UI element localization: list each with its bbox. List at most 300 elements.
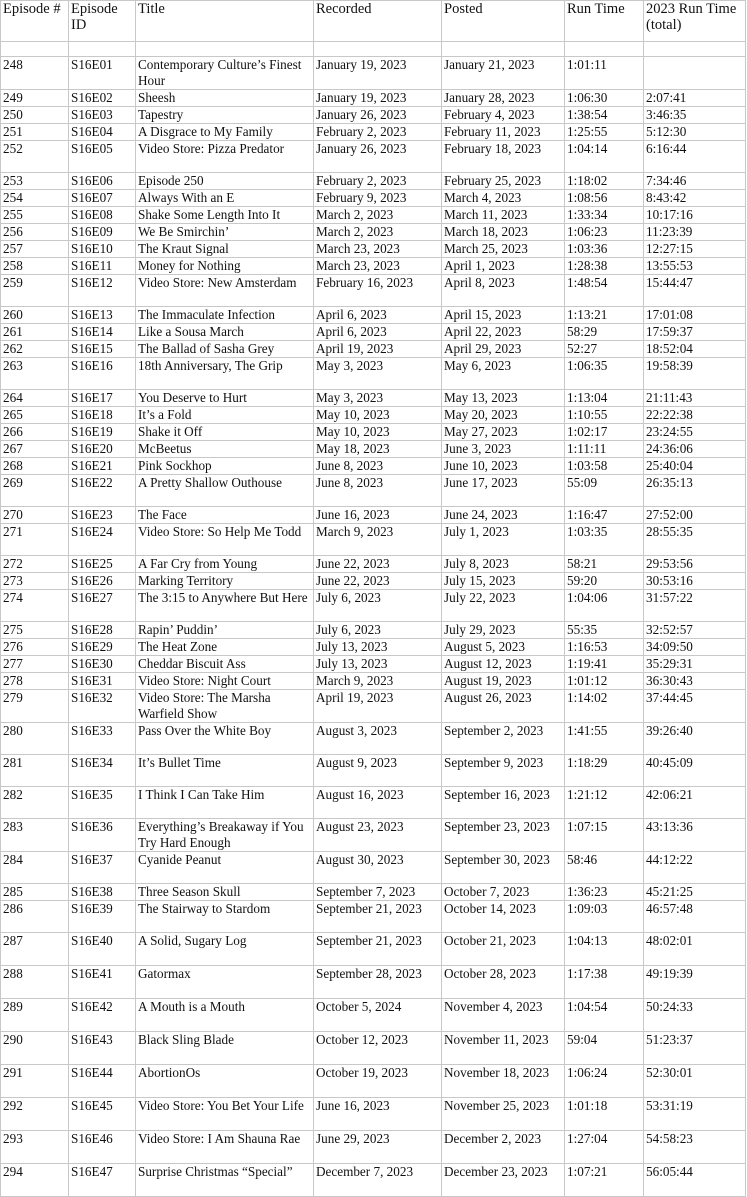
recorded-cell: May 18, 2023	[314, 441, 442, 458]
episode-id-cell: S16E41	[69, 966, 136, 999]
table-row	[1, 358, 746, 390]
recorded-cell: October 19, 2023	[314, 1065, 442, 1098]
total-run-time-cell: 34:09:50	[644, 639, 746, 656]
total-run-time-cell: 3:46:35	[644, 107, 746, 124]
table-row	[1, 390, 746, 407]
posted-cell: September 30, 2023	[442, 852, 565, 884]
episode-number-cell: 249	[1, 90, 69, 107]
episode-number-cell: 273	[1, 573, 69, 590]
episode-id-cell: S16E44	[69, 1065, 136, 1098]
run-time-cell: 1:03:58	[565, 458, 644, 475]
posted-cell: July 8, 2023	[442, 556, 565, 573]
table-row	[1, 224, 746, 241]
total-run-time-cell: 49:19:39	[644, 966, 746, 999]
posted-cell: November 4, 2023	[442, 999, 565, 1032]
episode-id-cell: S16E39	[69, 901, 136, 933]
posted-cell: August 5, 2023	[442, 639, 565, 656]
run-time-cell: 1:14:02	[565, 690, 644, 723]
recorded-cell: October 5, 2024	[314, 999, 442, 1032]
episode-number-cell: 290	[1, 1032, 69, 1065]
episode-number-cell: 258	[1, 258, 69, 275]
title-cell: Episode 250	[136, 173, 314, 190]
posted-cell: January 28, 2023	[442, 90, 565, 107]
episode-id-cell: S16E30	[69, 656, 136, 673]
total-run-time-cell: 44:12:22	[644, 852, 746, 884]
title-cell: Always With an E	[136, 190, 314, 207]
recorded-cell: March 9, 2023	[314, 673, 442, 690]
header-row	[1, 1, 746, 42]
posted-cell: August 26, 2023	[442, 690, 565, 723]
episode-id-cell: S16E34	[69, 755, 136, 787]
recorded-cell: May 10, 2023	[314, 424, 442, 441]
posted-cell: March 18, 2023	[442, 224, 565, 241]
title-cell: It’s Bullet Time	[136, 755, 314, 787]
episode-id-cell: S16E10	[69, 241, 136, 258]
episode-number-cell: 276	[1, 639, 69, 656]
episode-id-cell: S16E04	[69, 124, 136, 141]
episode-number-cell: 257	[1, 241, 69, 258]
table-row	[1, 673, 746, 690]
run-time-cell: 1:02:17	[565, 424, 644, 441]
episode-id-cell: S16E02	[69, 90, 136, 107]
episode-number-cell: 289	[1, 999, 69, 1032]
total-run-time-cell: 51:23:37	[644, 1032, 746, 1065]
recorded-cell: August 3, 2023	[314, 723, 442, 755]
posted-cell: June 17, 2023	[442, 475, 565, 507]
table-row	[1, 656, 746, 673]
table-row	[1, 90, 746, 107]
spacer-cell	[644, 42, 746, 57]
table-row	[1, 622, 746, 639]
posted-cell: September 23, 2023	[442, 819, 565, 852]
recorded-cell: September 28, 2023	[314, 966, 442, 999]
episode-id-cell: S16E03	[69, 107, 136, 124]
run-time-cell: 1:06:35	[565, 358, 644, 390]
total-run-time-cell: 32:52:57	[644, 622, 746, 639]
run-time-cell: 1:01:12	[565, 673, 644, 690]
total-run-time-cell: 37:44:45	[644, 690, 746, 723]
run-time-cell: 1:04:06	[565, 590, 644, 622]
table-row	[1, 475, 746, 507]
title-cell: Tapestry	[136, 107, 314, 124]
episode-id-cell: S16E31	[69, 673, 136, 690]
title-cell: Video Store: I Am Shauna Rae	[136, 1131, 314, 1164]
title-cell: A Mouth is a Mouth	[136, 999, 314, 1032]
recorded-cell: May 3, 2023	[314, 358, 442, 390]
table-row	[1, 852, 746, 884]
recorded-cell: April 19, 2023	[314, 341, 442, 358]
total-run-time-cell: 13:55:53	[644, 258, 746, 275]
episode-number-cell: 250	[1, 107, 69, 124]
recorded-cell: August 9, 2023	[314, 755, 442, 787]
episode-number-cell: 282	[1, 787, 69, 819]
run-time-cell: 1:25:55	[565, 124, 644, 141]
episode-id-cell: S16E24	[69, 524, 136, 556]
run-time-cell: 1:48:54	[565, 275, 644, 307]
total-run-time-cell: 7:34:46	[644, 173, 746, 190]
total-run-time-cell: 56:05:44	[644, 1164, 746, 1197]
episode-id-cell: S16E09	[69, 224, 136, 241]
table-row	[1, 639, 746, 656]
posted-cell: August 19, 2023	[442, 673, 565, 690]
run-time-cell: 1:27:04	[565, 1131, 644, 1164]
episode-number-cell: 269	[1, 475, 69, 507]
recorded-cell: September 7, 2023	[314, 884, 442, 901]
recorded-cell: June 16, 2023	[314, 1098, 442, 1131]
recorded-cell: February 2, 2023	[314, 124, 442, 141]
title-cell: The Ballad of Sasha Grey	[136, 341, 314, 358]
total-run-time-cell: 2:07:41	[644, 90, 746, 107]
recorded-cell: July 6, 2023	[314, 590, 442, 622]
recorded-cell: June 29, 2023	[314, 1131, 442, 1164]
recorded-cell: June 16, 2023	[314, 507, 442, 524]
episode-id-cell: S16E12	[69, 275, 136, 307]
recorded-cell: August 16, 2023	[314, 787, 442, 819]
title-cell: Video Store: Pizza Predator	[136, 141, 314, 173]
title-cell: Gatormax	[136, 966, 314, 999]
posted-cell: October 7, 2023	[442, 884, 565, 901]
posted-cell: February 25, 2023	[442, 173, 565, 190]
spacer-cell	[136, 42, 314, 57]
title-cell: Like a Sousa March	[136, 324, 314, 341]
run-time-cell: 1:01:18	[565, 1098, 644, 1131]
title-cell: Sheesh	[136, 90, 314, 107]
title-cell: The Heat Zone	[136, 639, 314, 656]
title-cell: A Solid, Sugary Log	[136, 933, 314, 966]
title-cell: Contemporary Culture’s Finest Hour	[136, 57, 314, 90]
posted-cell: May 27, 2023	[442, 424, 565, 441]
recorded-cell: August 23, 2023	[314, 819, 442, 852]
table-row	[1, 207, 746, 224]
spacer-cell	[1, 42, 69, 57]
episode-id-cell: S16E33	[69, 723, 136, 755]
title-cell: Everything’s Breakaway if You Try Hard Enough	[136, 819, 314, 852]
recorded-cell: January 26, 2023	[314, 141, 442, 173]
spacer-cell	[565, 42, 644, 57]
recorded-cell: February 16, 2023	[314, 275, 442, 307]
table-row	[1, 933, 746, 966]
posted-cell: September 9, 2023	[442, 755, 565, 787]
posted-cell: October 28, 2023	[442, 966, 565, 999]
title-cell: Black Sling Blade	[136, 1032, 314, 1065]
recorded-cell: June 8, 2023	[314, 458, 442, 475]
total-run-time-cell: 18:52:04	[644, 341, 746, 358]
total-run-time-cell: 54:58:23	[644, 1131, 746, 1164]
run-time-cell: 1:06:30	[565, 90, 644, 107]
recorded-cell: April 6, 2023	[314, 324, 442, 341]
run-time-cell: 52:27	[565, 341, 644, 358]
total-run-time-cell: 48:02:01	[644, 933, 746, 966]
episode-id-cell: S16E46	[69, 1131, 136, 1164]
table-row	[1, 901, 746, 933]
episode-number-cell: 248	[1, 57, 69, 90]
run-time-cell: 55:09	[565, 475, 644, 507]
table-row	[1, 241, 746, 258]
table-row	[1, 573, 746, 590]
title-cell: A Far Cry from Young	[136, 556, 314, 573]
table-row	[1, 107, 746, 124]
episode-number-cell: 286	[1, 901, 69, 933]
episode-number-cell: 292	[1, 1098, 69, 1131]
episode-number-cell: 264	[1, 390, 69, 407]
table-row	[1, 524, 746, 556]
total-run-time-cell: 5:12:30	[644, 124, 746, 141]
episode-number-cell: 254	[1, 190, 69, 207]
run-time-cell: 1:18:29	[565, 755, 644, 787]
episode-id-cell: S16E01	[69, 57, 136, 90]
run-time-cell: 1:03:35	[565, 524, 644, 556]
episode-number-cell: 259	[1, 275, 69, 307]
total-run-time-cell: 21:11:43	[644, 390, 746, 407]
table-row	[1, 173, 746, 190]
recorded-cell: March 23, 2023	[314, 258, 442, 275]
recorded-cell: May 10, 2023	[314, 407, 442, 424]
recorded-cell: March 23, 2023	[314, 241, 442, 258]
episode-number-cell: 252	[1, 141, 69, 173]
episode-id-cell: S16E35	[69, 787, 136, 819]
episode-number-cell: 278	[1, 673, 69, 690]
total-run-time-cell: 19:58:39	[644, 358, 746, 390]
title-cell: Money for Nothing	[136, 258, 314, 275]
title-cell: 18th Anniversary, The Grip	[136, 358, 314, 390]
table-row	[1, 1098, 746, 1131]
recorded-cell: January 19, 2023	[314, 57, 442, 90]
recorded-cell: April 19, 2023	[314, 690, 442, 723]
table-row	[1, 755, 746, 787]
total-run-time-cell: 10:17:16	[644, 207, 746, 224]
posted-cell: January 21, 2023	[442, 57, 565, 90]
spacer-cell	[314, 42, 442, 57]
posted-cell: March 4, 2023	[442, 190, 565, 207]
run-time-cell: 1:11:11	[565, 441, 644, 458]
episode-id-cell: S16E13	[69, 307, 136, 324]
episode-id-cell: S16E05	[69, 141, 136, 173]
recorded-cell: June 22, 2023	[314, 556, 442, 573]
title-cell: Shake it Off	[136, 424, 314, 441]
run-time-cell: 58:29	[565, 324, 644, 341]
run-time-cell: 1:13:21	[565, 307, 644, 324]
run-time-cell: 1:41:55	[565, 723, 644, 755]
total-run-time-cell: 53:31:19	[644, 1098, 746, 1131]
episode-id-cell: S16E21	[69, 458, 136, 475]
recorded-cell: March 2, 2023	[314, 207, 442, 224]
run-time-cell: 1:13:04	[565, 390, 644, 407]
posted-cell: February 18, 2023	[442, 141, 565, 173]
table-row	[1, 141, 746, 173]
episode-id-cell: S16E15	[69, 341, 136, 358]
posted-cell: July 22, 2023	[442, 590, 565, 622]
episode-id-cell: S16E29	[69, 639, 136, 656]
recorded-cell: August 30, 2023	[314, 852, 442, 884]
total-run-time-cell: 6:16:44	[644, 141, 746, 173]
episode-number-cell: 260	[1, 307, 69, 324]
total-run-time-cell: 36:30:43	[644, 673, 746, 690]
episode-number-cell: 274	[1, 590, 69, 622]
title-cell: A Disgrace to My Family	[136, 124, 314, 141]
recorded-cell: October 12, 2023	[314, 1032, 442, 1065]
table-row	[1, 1164, 746, 1197]
episode-id-cell: S16E47	[69, 1164, 136, 1197]
table-row	[1, 441, 746, 458]
title-cell: You Deserve to Hurt	[136, 390, 314, 407]
total-run-time-cell: 42:06:21	[644, 787, 746, 819]
table-row	[1, 424, 746, 441]
header-posted: Posted	[442, 1, 565, 42]
run-time-cell: 58:21	[565, 556, 644, 573]
title-cell: I Think I Can Take Him	[136, 787, 314, 819]
episode-id-cell: S16E18	[69, 407, 136, 424]
posted-cell: December 2, 2023	[442, 1131, 565, 1164]
run-time-cell: 1:33:34	[565, 207, 644, 224]
title-cell: The Face	[136, 507, 314, 524]
recorded-cell: March 2, 2023	[314, 224, 442, 241]
title-cell: Video Store: So Help Me Todd	[136, 524, 314, 556]
episode-number-cell: 270	[1, 507, 69, 524]
posted-cell: March 11, 2023	[442, 207, 565, 224]
episode-number-cell: 262	[1, 341, 69, 358]
title-cell: Video Store: You Bet Your Life	[136, 1098, 314, 1131]
posted-cell: October 21, 2023	[442, 933, 565, 966]
table-row	[1, 884, 746, 901]
header-episode-id: Episode ID	[69, 1, 136, 42]
recorded-cell: May 3, 2023	[314, 390, 442, 407]
total-run-time-cell: 26:35:13	[644, 475, 746, 507]
run-time-cell: 1:07:21	[565, 1164, 644, 1197]
total-run-time-cell: 45:21:25	[644, 884, 746, 901]
run-time-cell: 1:08:56	[565, 190, 644, 207]
table-row	[1, 966, 746, 999]
total-run-time-cell: 39:26:40	[644, 723, 746, 755]
run-time-cell: 1:01:11	[565, 57, 644, 90]
posted-cell: August 12, 2023	[442, 656, 565, 673]
episode-number-cell: 294	[1, 1164, 69, 1197]
table-row	[1, 258, 746, 275]
title-cell: Video Store: Night Court	[136, 673, 314, 690]
title-cell: Marking Territory	[136, 573, 314, 590]
posted-cell: February 11, 2023	[442, 124, 565, 141]
table-row	[1, 723, 746, 755]
total-run-time-cell	[644, 57, 746, 90]
episode-id-cell: S16E42	[69, 999, 136, 1032]
header-total-run-time: 2023 Run Time (total)	[644, 1, 746, 42]
table-row	[1, 324, 746, 341]
table-row	[1, 307, 746, 324]
run-time-cell: 1:16:53	[565, 639, 644, 656]
episode-id-cell: S16E43	[69, 1032, 136, 1065]
run-time-cell: 59:20	[565, 573, 644, 590]
episode-id-cell: S16E16	[69, 358, 136, 390]
episode-id-cell: S16E07	[69, 190, 136, 207]
header-episode-number: Episode #	[1, 1, 69, 42]
episode-number-cell: 291	[1, 1065, 69, 1098]
recorded-cell: January 26, 2023	[314, 107, 442, 124]
run-time-cell: 1:06:23	[565, 224, 644, 241]
episode-number-cell: 263	[1, 358, 69, 390]
episode-id-cell: S16E38	[69, 884, 136, 901]
recorded-cell: December 7, 2023	[314, 1164, 442, 1197]
episode-number-cell: 271	[1, 524, 69, 556]
total-run-time-cell: 25:40:04	[644, 458, 746, 475]
total-run-time-cell: 29:53:56	[644, 556, 746, 573]
episode-number-cell: 293	[1, 1131, 69, 1164]
posted-cell: April 22, 2023	[442, 324, 565, 341]
posted-cell: February 4, 2023	[442, 107, 565, 124]
title-cell: AbortionOs	[136, 1065, 314, 1098]
episode-number-cell: 272	[1, 556, 69, 573]
episode-number-cell: 288	[1, 966, 69, 999]
table-row	[1, 556, 746, 573]
run-time-cell: 1:06:24	[565, 1065, 644, 1098]
posted-cell: March 25, 2023	[442, 241, 565, 258]
run-time-cell: 1:03:36	[565, 241, 644, 258]
total-run-time-cell: 15:44:47	[644, 275, 746, 307]
episode-id-cell: S16E17	[69, 390, 136, 407]
title-cell: Pink Sockhop	[136, 458, 314, 475]
posted-cell: May 13, 2023	[442, 390, 565, 407]
recorded-cell: April 6, 2023	[314, 307, 442, 324]
total-run-time-cell: 23:24:55	[644, 424, 746, 441]
table-row	[1, 819, 746, 852]
table-row	[1, 407, 746, 424]
title-cell: It’s a Fold	[136, 407, 314, 424]
total-run-time-cell: 40:45:09	[644, 755, 746, 787]
table-row	[1, 507, 746, 524]
title-cell: Video Store: New Amsterdam	[136, 275, 314, 307]
run-time-cell: 1:04:13	[565, 933, 644, 966]
posted-cell: May 6, 2023	[442, 358, 565, 390]
episode-number-cell: 266	[1, 424, 69, 441]
run-time-cell: 59:04	[565, 1032, 644, 1065]
table-row	[1, 190, 746, 207]
episode-id-cell: S16E19	[69, 424, 136, 441]
episode-number-cell: 268	[1, 458, 69, 475]
recorded-cell: June 22, 2023	[314, 573, 442, 590]
posted-cell: July 15, 2023	[442, 573, 565, 590]
run-time-cell: 1:28:38	[565, 258, 644, 275]
episode-number-cell: 256	[1, 224, 69, 241]
episode-number-cell: 281	[1, 755, 69, 787]
recorded-cell: September 21, 2023	[314, 933, 442, 966]
spacer-cell	[442, 42, 565, 57]
run-time-cell: 1:04:14	[565, 141, 644, 173]
episode-id-cell: S16E25	[69, 556, 136, 573]
table-row	[1, 1032, 746, 1065]
table-row	[1, 1131, 746, 1164]
total-run-time-cell: 11:23:39	[644, 224, 746, 241]
total-run-time-cell: 35:29:31	[644, 656, 746, 673]
table-row	[1, 690, 746, 723]
episode-number-cell: 253	[1, 173, 69, 190]
recorded-cell: June 8, 2023	[314, 475, 442, 507]
title-cell: The 3:15 to Anywhere But Here	[136, 590, 314, 622]
episode-id-cell: S16E11	[69, 258, 136, 275]
episode-number-cell: 283	[1, 819, 69, 852]
title-cell: Pass Over the White Boy	[136, 723, 314, 755]
posted-cell: May 20, 2023	[442, 407, 565, 424]
recorded-cell: February 2, 2023	[314, 173, 442, 190]
episode-number-cell: 267	[1, 441, 69, 458]
table-row	[1, 124, 746, 141]
episode-id-cell: S16E36	[69, 819, 136, 852]
recorded-cell: January 19, 2023	[314, 90, 442, 107]
episode-number-cell: 251	[1, 124, 69, 141]
total-run-time-cell: 27:52:00	[644, 507, 746, 524]
episode-number-cell: 287	[1, 933, 69, 966]
run-time-cell: 1:21:12	[565, 787, 644, 819]
recorded-cell: September 21, 2023	[314, 901, 442, 933]
run-time-cell: 1:18:02	[565, 173, 644, 190]
episode-id-cell: S16E20	[69, 441, 136, 458]
